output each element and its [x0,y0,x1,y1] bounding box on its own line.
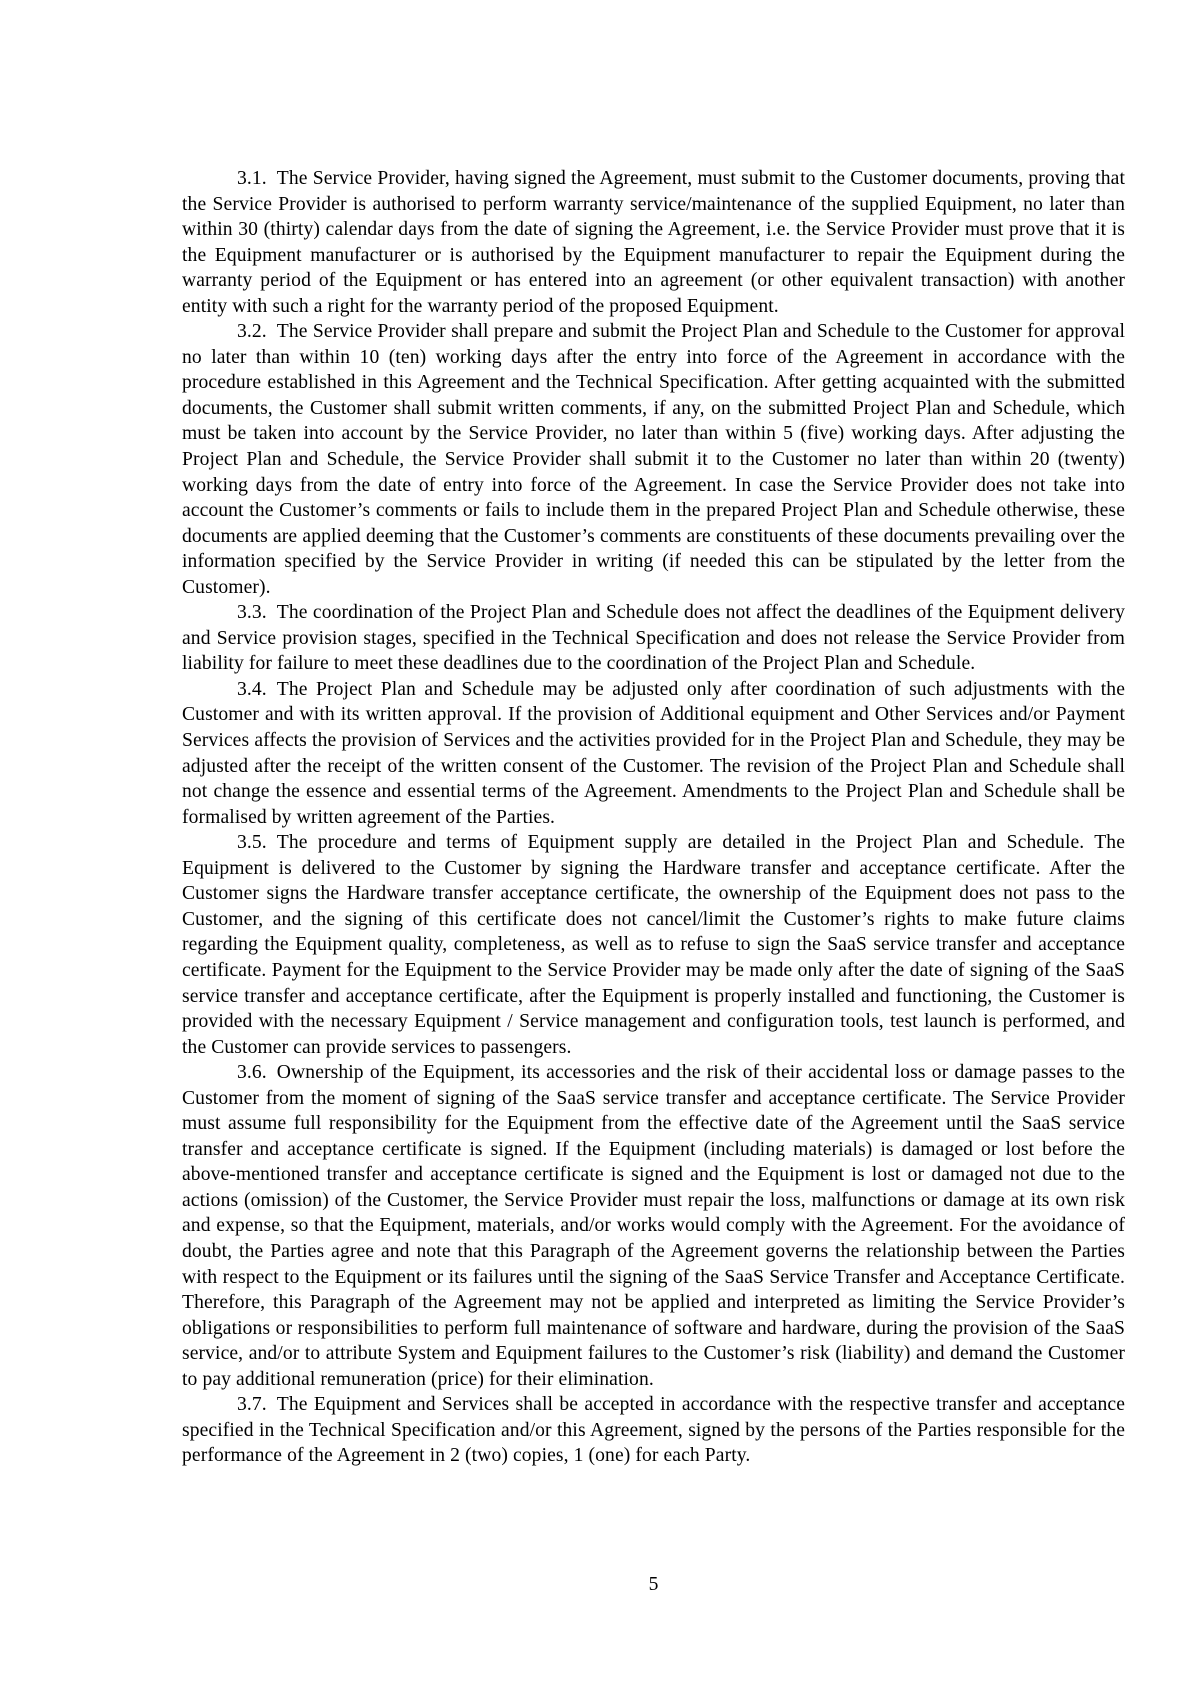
paragraph-3-3 [182,600,1125,677]
paragraph-3-4-number: 3.4. [237,678,267,700]
paragraph-3-1-text: The Service Provider, having signed the Agreement, must submit to the Customer documents, proving that the Service Provider is authorised to perform warranty service/maintenance of the supplied Equipment, no later than within 30 (thirty) calendar days from the date of signing the Agreement, i.e. the Service Provider must prove that it is the Equipment manufacturer or is authorised by the Equipment manufacturer to repair the Equipment during the warranty period of the Equipment or has entered into an agreement (or other equivalent transaction) with another entity with such a right for the warranty period of the proposed Equipment. [182,168,1125,317]
paragraph-3-4-text: The Project Plan and Schedule may be adjusted only after coordination of such adjustments with the Customer and with its written approval. If the provision of Additional equipment and Other Services and/or Payment Services affects the provision of Services and the activities provided for in the Project Plan and Schedule, they may be adjusted after the receipt of the written consent of the Customer. The revision of the Project Plan and Schedule shall not change the essence and essential terms of the Agreement. Amendments to the Project Plan and Schedule shall be formalised by written agreement of the Parties. [182,678,1125,828]
contract-text-block [182,166,1125,1469]
paragraph-3-7-number: 3.7. [237,1394,267,1416]
paragraph-3-4 [182,677,1125,830]
paragraph-3-6-number: 3.6. [237,1062,267,1084]
paragraph-3-6 [182,1060,1125,1392]
paragraph-3-7-text: The Equipment and Services shall be accepted in accordance with the respective transfer and acceptance specified in the Technical Specification and/or this Agreement, signed by the persons of the Parties responsible for the performance of the Agreement in 2 (two) copies, 1 (one) for each Party. [182,1394,1125,1467]
paragraph-3-2-text: The Service Provider shall prepare and submit the Project Plan and Schedule to the Customer for approval no later than within 10 (ten) working days after the entry into force of the Agreement in accordance with the procedure established in this Agreement and the Technical Specification. After getting acquainted with the submitted documents, the Customer shall submit written comments, if any, on the submitted Project Plan and Schedule, which must be taken into account by the Service Provider, no later than within 5 (five) working days. After adjusting the Project Plan and Schedule, the Service Provider shall submit it to the Customer no later than within 20 (twenty) working days from the date of entry into force of the Agreement. In case the Service Provider does not take into account the Customer’s comments or fails to include them in the prepared Project Plan and Schedule otherwise, these documents are applied deeming that the Customer’s comments are constituents of these documents prevailing over the information specified by the Service Provider in writing (if needed this can be stipulated by the letter from the Customer). [182,321,1125,598]
paragraph-3-2 [182,319,1125,600]
paragraph-3-6-text: Ownership of the Equipment, its accessories and the risk of their accidental loss or damage passes to the Customer from the moment of signing of the SaaS service transfer and acceptance certificate. The Service Provider must assume full responsibility for the Equipment from the effective date of the Agreement until the SaaS service transfer and acceptance certificate is signed. If the Equipment (including materials) is damaged or lost before the above-mentioned transfer and acceptance certificate is signed and the Equipment is lost or damaged not due to the actions (omission) of the Customer, the Service Provider must repair the loss, malfunctions or damage at its own risk and expense, so that the Equipment, materials, and/or works would comply with the Agreement. For the avoidance of doubt, the Parties agree and note that this Paragraph of the Agreement governs the relationship between the Parties with respect to the Equipment or its failures until the signing of the SaaS Service Transfer and Acceptance Certificate. Therefore, this Paragraph of the Agreement may not be applied and interpreted as limiting the Service Provider’s obligations or responsibilities to perform full maintenance of software and hardware, during the provision of the SaaS service, and/or to attribute System and Equipment failures to the Customer’s risk (liability) and demand the Customer to pay additional remuneration (price) for their elimination. [182,1062,1125,1390]
paragraph-3-3-number: 3.3. [237,602,267,624]
paragraph-3-2-number: 3.2. [237,321,267,343]
paragraph-3-5-text: The procedure and terms of Equipment supply are detailed in the Project Plan and Schedule. The Equipment is delivered to the Customer by signing the Hardware transfer and acceptance certificate. After the Customer signs the Hardware transfer acceptance certificate, the ownership of the Equipment does not pass to the Customer, and the signing of this certificate does not cancel/limit the Customer’s rights to make future claims regarding the Equipment quality, completeness, as well as to refuse to sign the SaaS service transfer and acceptance certificate. Payment for the Equipment to the Service Provider may be made only after the date of signing of the SaaS service transfer and acceptance certificate, after the Equipment is properly installed and functioning, the Customer is provided with the necessary Equipment / Service management and configuration tools, test launch is performed, and the Customer can provide services to passengers. [182,832,1125,1058]
paragraph-3-7 [182,1392,1125,1469]
page-footer [182,1572,1125,1598]
paragraph-3-5-number: 3.5. [237,832,267,854]
paragraph-3-1-number: 3.1. [237,168,267,189]
paragraph-3-5 [182,830,1125,1060]
page-number: 5 [648,1574,659,1595]
paragraph-3-3-text: The coordination of the Project Plan and Schedule does not affect the deadlines of the Equipment delivery and Service provision stages, specified in the Technical Specification and does not release the Service Provider from liability for failure to meet these deadlines due to the coordination of the Project Plan and Schedule. [182,602,1125,675]
paragraph-3-1 [182,166,1125,319]
